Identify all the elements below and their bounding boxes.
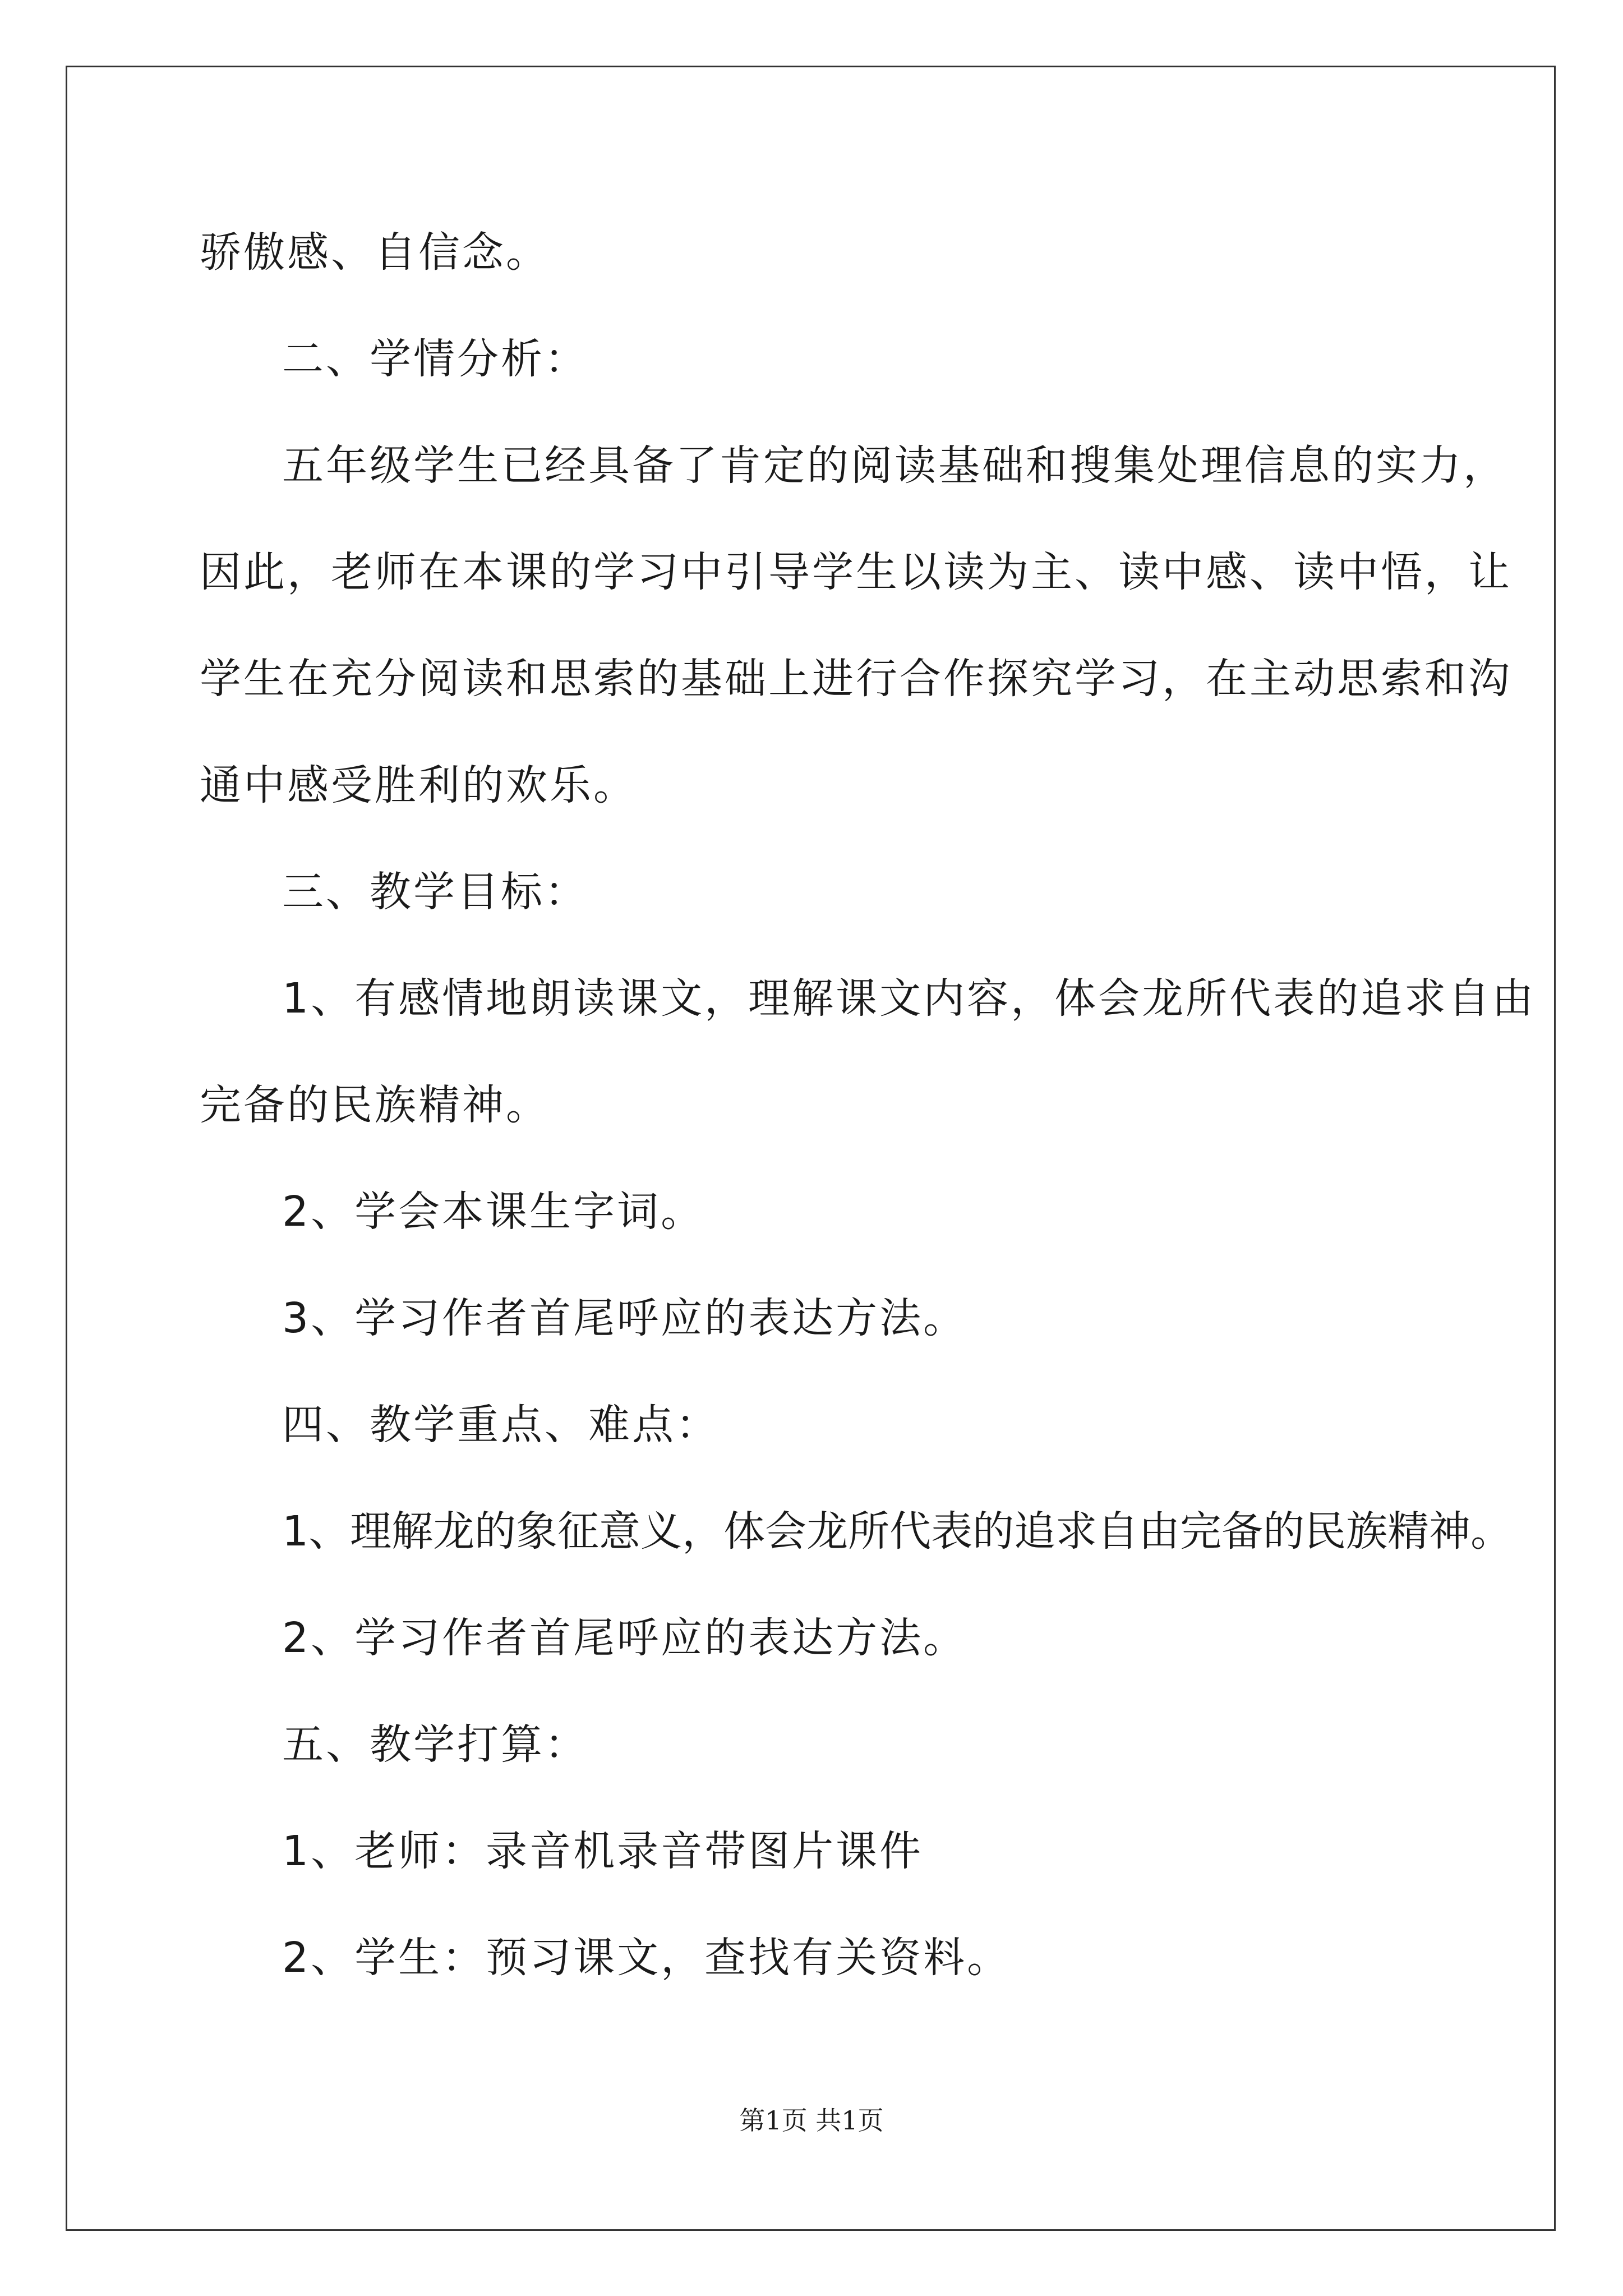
list-item: 2、学习作者首尾呼应的表达方法。 [282,1614,967,1662]
section-heading: 二、学情分析： [282,335,588,383]
list-item: 1、有感情地朗读课文，理解课文内容，体会龙所代表的追求自由 [282,974,1536,1023]
text-line: 五年级学生已经具备了肯定的阅读基础和搜集处理信息的实力， [282,441,1507,490]
list-item: 2、学会本课生字词。 [282,1188,705,1236]
list-item: 1、理解龙的象征意义，体会龙所代表的追求自由完备的民族精神。 [282,1507,1513,1556]
list-item: 2、学生：预习课文，查找有关资料。 [282,1934,1011,1982]
text-line: 学生在充分阅读和思索的基础上进行合作探究学习，在主动思索和沟 [200,655,1512,703]
list-item: 1、老师：录音机录音带图片课件 [282,1827,924,1875]
text-line: 通中感受胜利的欢乐。 [200,761,637,809]
page-border [66,66,1556,2231]
text-line: 完备的民族精神。 [200,1081,550,1129]
section-heading: 三、教学目标： [282,868,588,916]
section-heading: 五、教学打算： [282,1720,588,1769]
text-line: 因此，老师在本课的学习中引导学生以读为主、读中感、读中悟，让 [200,548,1512,596]
page-number-footer: 第1页 共1页 [739,2105,884,2136]
section-heading: 四、教学重点、难点： [282,1401,720,1449]
text-line: 骄傲感、自信念。 [200,228,550,277]
list-item: 3、学习作者首尾呼应的表达方法。 [282,1294,967,1342]
